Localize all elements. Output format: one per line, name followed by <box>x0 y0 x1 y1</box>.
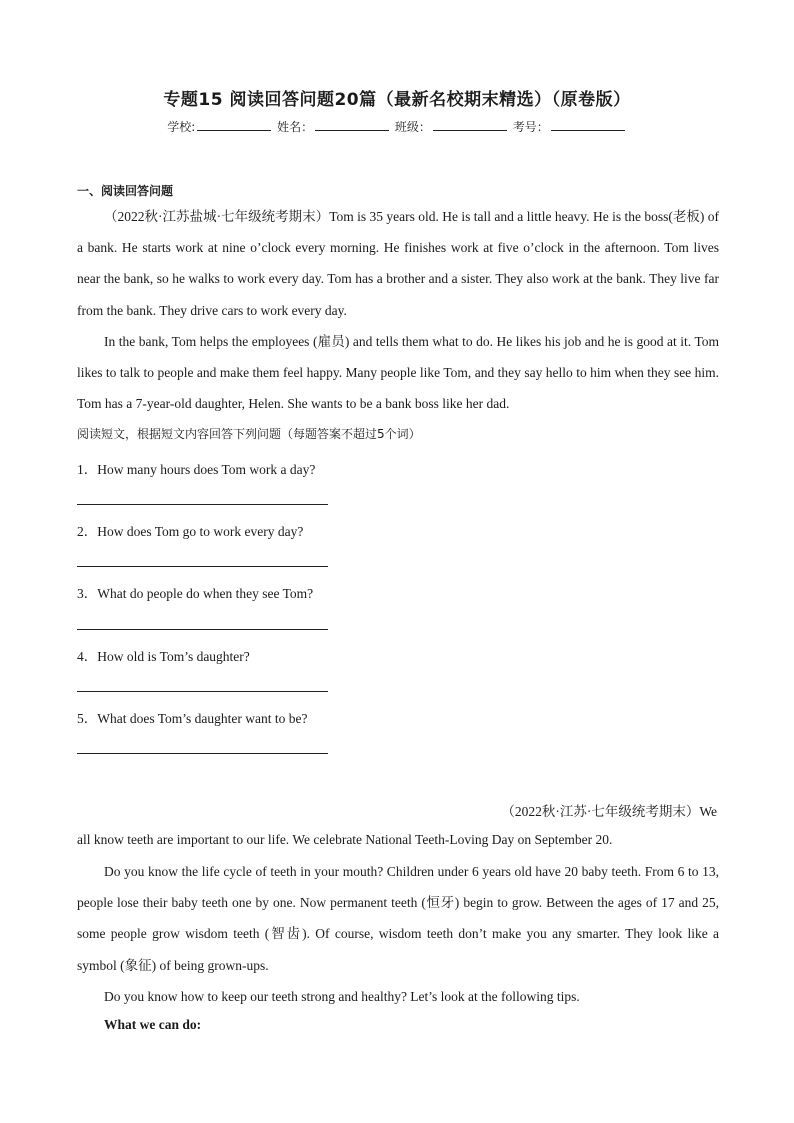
answer-line-3[interactable] <box>77 629 328 630</box>
passage2-paragraph1-continued: all know teeth are important to our life. We celebrate National Teeth-Loving Day on September 20. <box>77 832 613 847</box>
passage2-source: （2022秋·江苏·七年级统考期末）We <box>501 804 717 819</box>
exam-number-label: 考号： <box>512 120 549 134</box>
answer-line-5[interactable] <box>77 753 328 754</box>
name-blank[interactable] <box>315 118 389 131</box>
exam-number-blank[interactable] <box>551 118 625 131</box>
passage1-paragraph2: In the bank, Tom helps the employees (雇员) and tells them what to do. He likes his job and he is good at it. Tom likes to talk to people and make them feel happy. Many people like Tom, and they say hello to him when they see him. Tom has a 7-year-old daughter, Helen. She wants to be a bank boss like her dad. <box>77 334 719 412</box>
question-2: 2．How does Tom go to work every day? <box>77 524 304 539</box>
section-heading: 一、阅读回答问题 <box>77 184 174 198</box>
school-label: 学校: <box>167 120 196 134</box>
class-label: 班级： <box>394 120 431 134</box>
tips-subheading: What we can do: <box>104 1017 202 1032</box>
passage2-paragraph2: Do you know the life cycle of teeth in your mouth? Children under 6 years old have 20 baby teeth. From 6 to 13, people lose their baby teeth one by one. Now permanent teeth (恒牙) begin to grow. Between the ages of 17 and 25, some people grow wisdom teeth (智齿). Of course, wisdom teeth don’t make you any smarter. They look like a symbol (象征) of being grown-ups. <box>77 864 719 973</box>
question-4: 4．How old is Tom’s daughter? <box>77 649 250 664</box>
answer-line-1[interactable] <box>77 504 328 505</box>
answer-line-4[interactable] <box>77 691 328 692</box>
page-title: 专题15 阅读回答问题20篇（最新名校期末精选）（原卷版） <box>163 90 631 110</box>
question-instruction: 阅读短文，根据短文内容回答下列问题（每题答案不超过5个词） <box>77 427 421 441</box>
passage1-paragraph1: （2022秋·江苏盐城·七年级统考期末）Tom is 35 years old. He is tall and a little heavy. He is the boss(老板) of a bank. He starts work at nine o’clock every morning. He finishes work at five o’clock in the afternoon. Tom lives near the bank, so he walks to work every day. Tom has a brother and a sister. They also work at the bank. They live far from the bank. They drive cars to work every day. <box>77 209 719 318</box>
class-blank[interactable] <box>433 118 507 131</box>
question-3: 3．What do people do when they see Tom? <box>77 586 314 601</box>
question-1: 1．How many hours does Tom work a day? <box>77 462 316 477</box>
name-label: 姓名： <box>277 120 314 134</box>
school-blank[interactable] <box>197 118 271 131</box>
question-5: 5．What does Tom’s daughter want to be? <box>77 711 308 726</box>
student-info-line <box>0 118 794 135</box>
passage2-paragraph3: Do you know how to keep our teeth strong and healthy? Let’s look at the following tips. <box>104 989 580 1004</box>
answer-line-2[interactable] <box>77 566 328 567</box>
